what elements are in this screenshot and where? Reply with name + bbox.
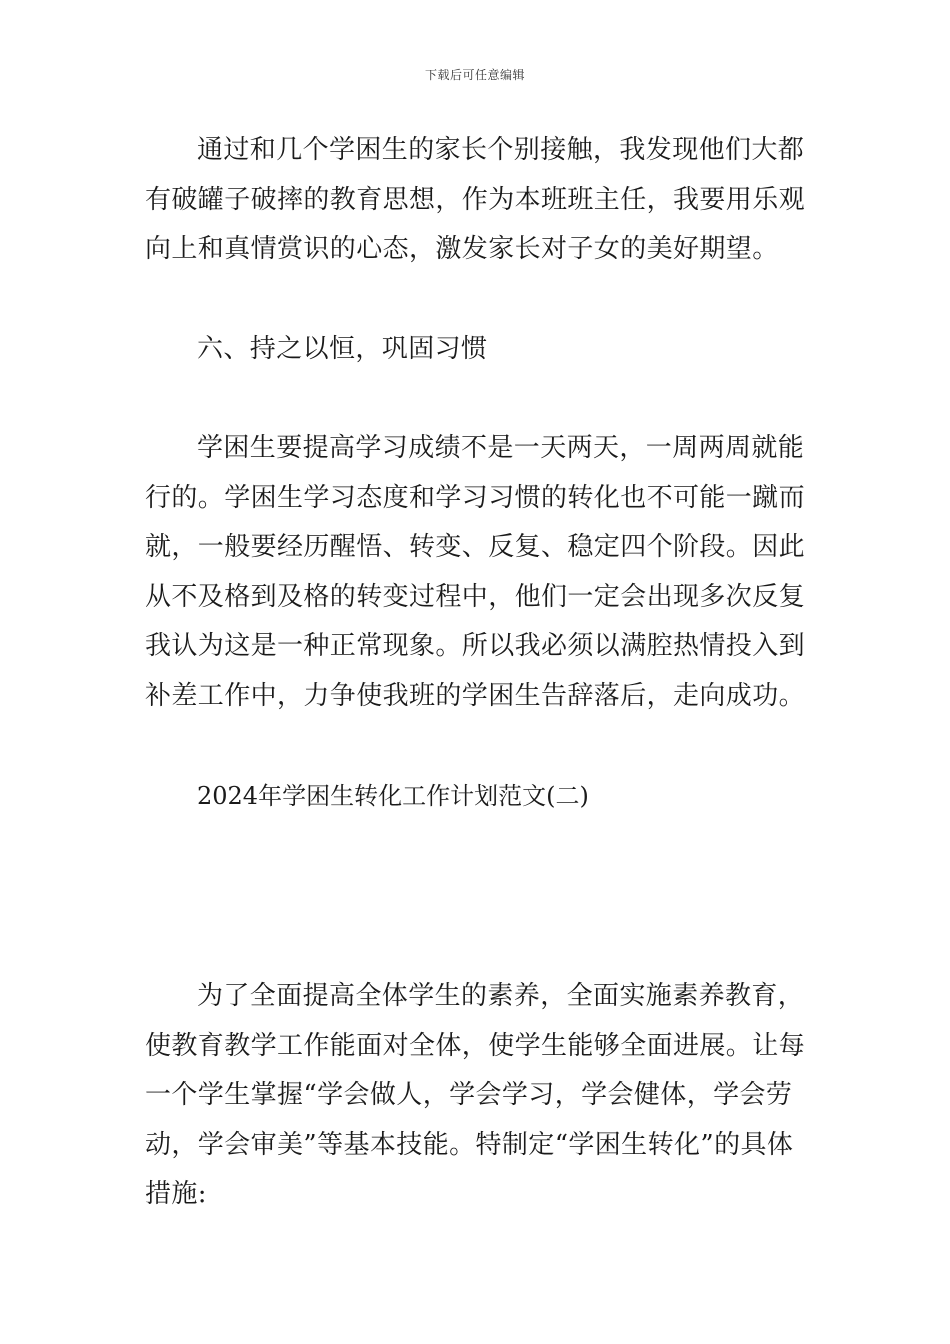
document-title-two: 2024年学困生转化工作计划范文(二) xyxy=(197,782,589,810)
paragraph-intro-measures: 为了全面提高全体学生的素养，全面实施素养教育，使教育教学工作能面对全体，使学生能够全面进展。让每一个学生掌握“学会做人，学会学习，学会健体，学会劳动，学会审美”等基本技能。特制定“学困生转化”的具体措施: xyxy=(145,981,806,1209)
page-header: 下载后可任意编辑 xyxy=(424,68,525,82)
paragraph-persistence: 学困生要提高学习成绩不是一天两天，一周两周就能行的。学困生学习态度和学习习惯的转化也不可能一蹴而就，一般要经历醒悟、转变、反复、稳定四个阶段。因此从不及格到及格的转变过程中，他们一定会出现多次反复我认为这是一种正常现象。所以我必须以满腔热情投入到补差工作中，力争使我班的学困生告辞落后，走向成功。 xyxy=(145,433,806,711)
section-heading-six: 六、持之以恒，巩固习惯 xyxy=(197,334,488,364)
paragraph-parent-contact: 通过和几个学困生的家长个别接触，我发现他们大都有破罐子破摔的教育思想，作为本班班主任，我要用乐观向上和真情赏识的心态，激发家长对子女的美好期望。 xyxy=(145,135,806,264)
